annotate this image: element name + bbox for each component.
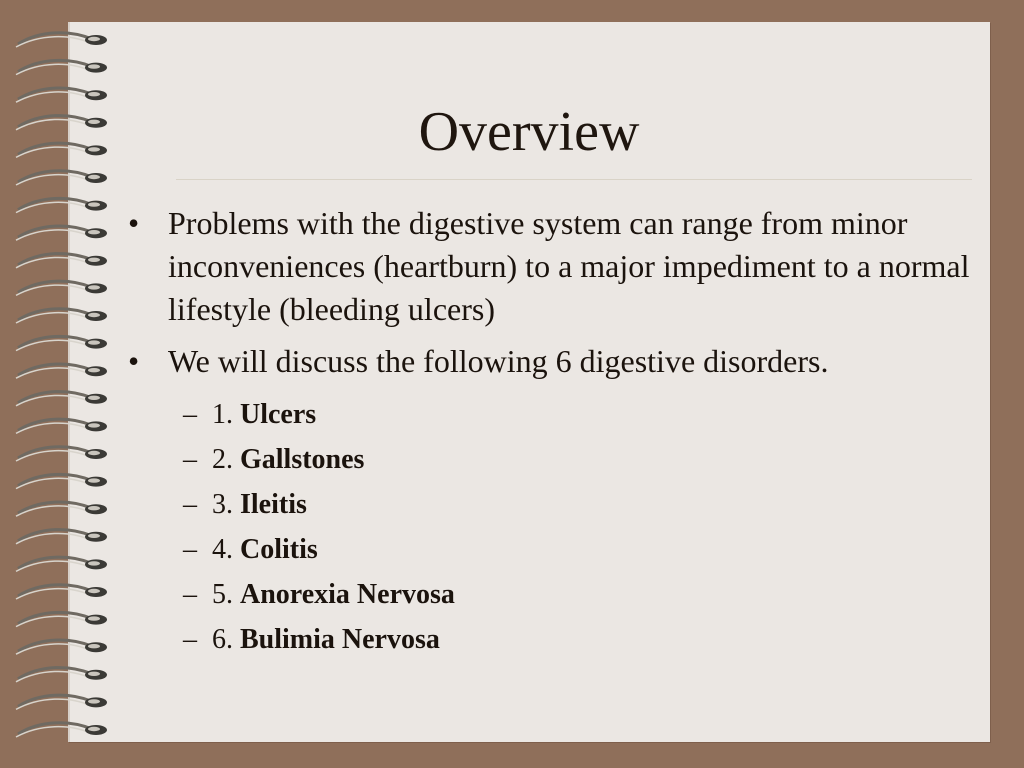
spiral-coil bbox=[16, 116, 107, 130]
bullet-item bbox=[128, 340, 978, 383]
spiral-coil bbox=[16, 60, 107, 74]
disorder-item bbox=[128, 482, 978, 527]
bullet-text: We will discuss the following 6 digestive disorders. bbox=[168, 343, 829, 379]
disorder-name: Colitis bbox=[240, 534, 318, 565]
spiral-coil bbox=[16, 336, 107, 350]
spiral-coil bbox=[16, 557, 107, 571]
spiral-coil bbox=[16, 612, 107, 626]
spiral-coil bbox=[16, 226, 107, 240]
spiral-coil bbox=[16, 254, 107, 268]
spiral-coil bbox=[16, 281, 107, 295]
dash-icon: – bbox=[183, 489, 197, 520]
spiral-coil bbox=[16, 585, 107, 599]
disorder-item bbox=[128, 437, 978, 482]
spiral-coil bbox=[16, 419, 107, 433]
disorder-item bbox=[128, 617, 978, 662]
bullet-dot: • bbox=[128, 205, 140, 241]
bullet-list bbox=[128, 202, 978, 662]
spiral-coil bbox=[16, 668, 107, 682]
bullet-item bbox=[128, 202, 978, 331]
disorder-number: 1. bbox=[212, 399, 233, 430]
disorder-number: 3. bbox=[212, 489, 233, 520]
spiral-coil bbox=[16, 33, 107, 47]
dash-icon: – bbox=[183, 534, 197, 565]
spiral-coil bbox=[16, 392, 107, 406]
spiral-coil bbox=[16, 198, 107, 212]
disorder-name: Ulcers bbox=[240, 399, 317, 430]
spiral-coil bbox=[16, 695, 107, 709]
dash-icon: – bbox=[183, 624, 197, 655]
disorder-name: Anorexia Nervosa bbox=[240, 579, 455, 610]
disorder-number: 4. bbox=[212, 534, 233, 565]
spiral-coil bbox=[16, 474, 107, 488]
spiral-coil bbox=[16, 309, 107, 323]
disorder-item bbox=[128, 392, 978, 437]
dash-icon: – bbox=[183, 579, 197, 610]
spiral-binding-icon bbox=[0, 18, 120, 748]
bullet-text: Problems with the digestive system can range from minor inconveniences (heartburn) to a major impediment to a normal lifestyle (bleeding ulcers) bbox=[168, 205, 970, 327]
notebook-paper bbox=[68, 22, 990, 742]
dash-icon: – bbox=[183, 399, 197, 430]
spiral-coil bbox=[16, 143, 107, 157]
spiral-coil bbox=[16, 723, 107, 737]
disorder-name: Bulimia Nervosa bbox=[240, 624, 440, 655]
dash-icon: – bbox=[183, 444, 197, 475]
disorder-number: 5. bbox=[212, 579, 233, 610]
spiral-coil bbox=[16, 88, 107, 102]
bullet-dot: • bbox=[128, 343, 140, 379]
disorder-number: 6. bbox=[212, 624, 233, 655]
disorder-item bbox=[128, 572, 978, 617]
spiral-coil bbox=[16, 364, 107, 378]
disorder-name: Ileitis bbox=[240, 489, 307, 520]
slide-title: Overview bbox=[418, 101, 640, 163]
spiral-coil bbox=[16, 502, 107, 516]
disorder-item bbox=[128, 527, 978, 572]
disorder-number: 2. bbox=[212, 444, 233, 475]
spiral-coil bbox=[16, 171, 107, 185]
spiral-coil bbox=[16, 530, 107, 544]
spiral-coil bbox=[16, 447, 107, 461]
title-divider bbox=[176, 179, 972, 180]
spiral-coil bbox=[16, 640, 107, 654]
disorder-name: Gallstones bbox=[240, 444, 365, 475]
